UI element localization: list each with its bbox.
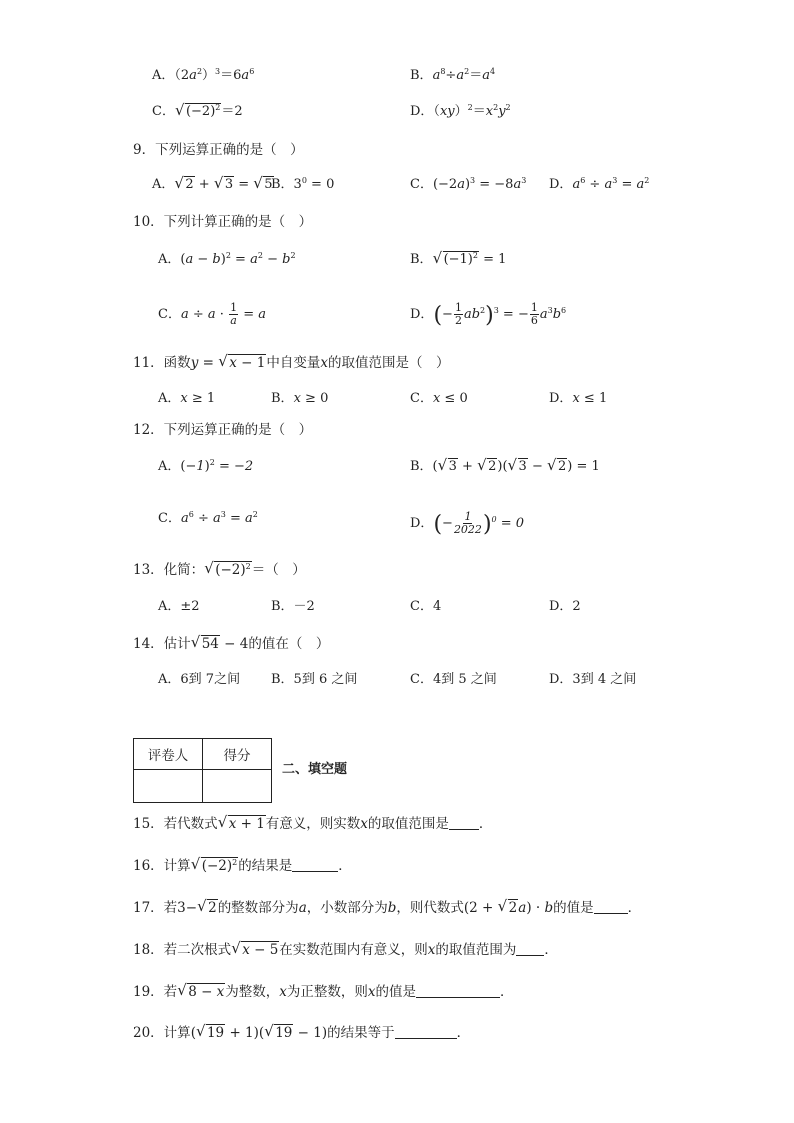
q10-option-d: D．(− $\frac{1}{2}$ $ab^2)^3$ = − $\frac{1}{6}$ $a^3b^6$ [410,301,567,328]
score-table-header-score: 得分 [203,739,272,770]
q12-stem: 12．下列运算正确的是（ ） [133,422,313,438]
score-table-grader-cell[interactable] [134,770,203,803]
q17-stem: 17．若3−√ 2的整数部分为a，小数部分为b，则代数式(2 + √ 2a) · b的值是 ． [133,900,641,916]
q17-answer-blank[interactable] [594,901,628,914]
q10-stem: 10．下列计算正确的是（ ） [133,214,313,230]
q11-option-b: B．x ≥ 0 [271,391,329,406]
q19-answer-blank[interactable] [416,985,500,998]
q10-option-a: A．$(a - b)^2 = a^2 - b^2$ [158,251,296,267]
q15-answer-blank[interactable] [449,817,479,830]
q12-option-d: D．(− $\frac{1}{2022}$ )$^0$ = 0 [410,510,525,537]
q13-option-a: A．±2 [158,599,200,614]
q15-stem: 15．若代数式√ x + 1有意义，则实数x的取值范围是 ． [133,816,492,832]
q14-option-c: C．4到 5 之间 [410,672,497,687]
q20-answer-blank[interactable] [395,1026,457,1039]
q11-option-c: C．x ≤ 0 [410,391,468,406]
q13-option-c: C．4 [410,599,442,614]
q20-stem: 20．计算(√ 19 + 1)(√ 19 − 1)的结果等于 ． [133,1025,470,1041]
q9-option-a: A．√ 2 + √ 3 = √ 5 [152,177,274,193]
q12-option-c: C．$a^6 \div a^3 = a^2$ [158,510,258,526]
q16-stem: 16．计算√ $(-2)^2$的结果是 ． [133,858,352,874]
q19-stem: 19．若√ 8 − x为整数，x为正整数，则x的值是 ． [133,984,514,1000]
q14-stem: 14．估计√ 54 − 4的值在（ ） [133,636,329,652]
q12-option-a: A．$(-1)^2 = -2$ [158,458,254,474]
q9-option-d: D．$a^6 \div a^3 = a^2$ [549,176,650,192]
q13-option-b: B．－2 [271,599,315,614]
q18-stem: 18．若二次根式√ x − 5在实数范围内有意义，则x的取值范围为 ． [133,942,558,958]
score-table-header-grader: 评卷人 [134,739,203,770]
q11-option-d: D．x ≤ 1 [549,391,608,406]
q9-stem: 9．下列运算正确的是（ ） [133,142,304,158]
q8-option-a: A．$(2a^2)^3=6a^6$ [152,67,255,83]
q14-option-a: A．6到 7之间 [158,672,241,687]
q8-option-d: D．$(xy)^2=x^2y^2$ [410,103,511,119]
q14-option-d: D．3到 4 之间 [549,672,637,687]
q8-option-b: B．$a^8\div a^2=a^4$ [410,67,496,83]
q14-option-b: B．5到 6 之间 [271,672,358,687]
q13-option-d: D．2 [549,599,581,614]
q10-option-c: C．a ÷ a · $\frac{1}{a}$ = a [158,301,266,327]
q10-option-b: B．√ $(-1)^2 = 1$ [410,252,506,268]
q13-stem: 13．化简：√ $(-2)^2=$（ ） [133,562,306,578]
q9-option-b: B．$3^0 = 0$ [271,176,335,192]
q8-option-c: C．√ $(-2)^2=2$ [152,104,243,120]
q16-answer-blank[interactable] [292,859,338,872]
q11-stem: 11．函数y = √ x − 1中自变量x的取值范围是（ ） [133,355,449,371]
score-table [133,738,272,803]
q11-option-a: A．x ≥ 1 [158,391,216,406]
section-title-fill-in: 二、填空题 [282,762,348,777]
score-table-score-cell[interactable] [203,770,272,803]
q18-answer-blank[interactable] [516,943,544,956]
q12-option-b: B．(√ 3 + √ 2)(√ 3 − √ 2) = 1 [410,459,600,475]
q9-option-c: C．$(-2a)^3 = -8a^3$ [410,176,527,192]
